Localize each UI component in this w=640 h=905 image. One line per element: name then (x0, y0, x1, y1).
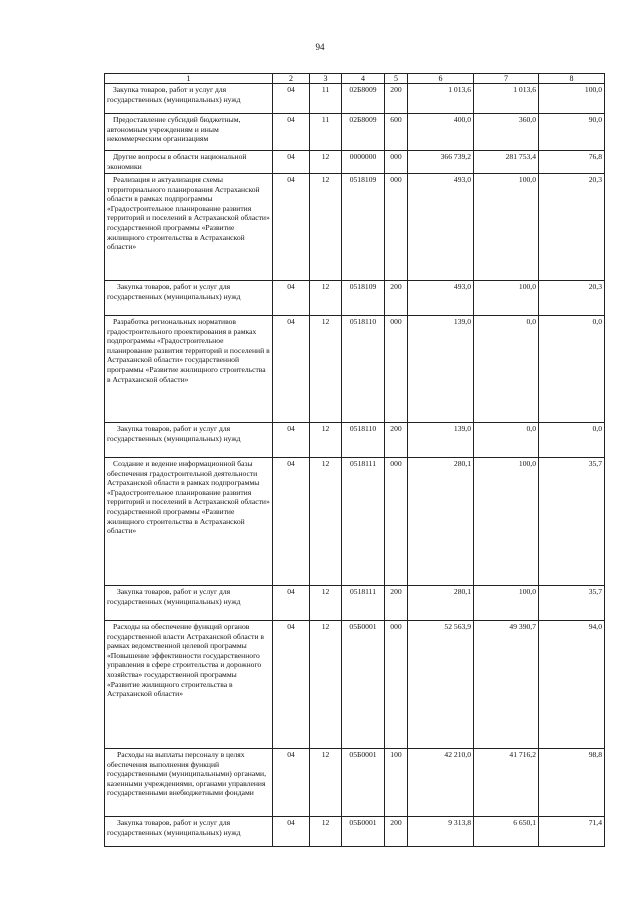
subsection-code: 12 (310, 423, 342, 458)
header-cell: 2 (273, 74, 310, 84)
target-article-code: 02Б8009 (342, 84, 385, 114)
executed-amount: 41 716,2 (474, 749, 539, 817)
table-row (105, 316, 605, 423)
execution-percent: 0,0 (539, 316, 605, 423)
row-name: Расходы на выплаты персоналу в целях обеспечения выполнения функций государственными (муниципальными) органами, казенными учреждениями, органами управления государственными внебюджетными фондами (105, 749, 273, 817)
target-article-code: 0518110 (342, 423, 385, 458)
row-name: Закупка товаров, работ и услуг для государственных (муниципальных) нужд (105, 84, 273, 114)
subsection-code: 12 (310, 621, 342, 749)
target-article-code: 0518110 (342, 316, 385, 423)
table-row (105, 458, 605, 586)
expense-type-code: 200 (385, 84, 408, 114)
table-row (105, 84, 605, 114)
header-cell: 5 (385, 74, 408, 84)
table-row (105, 817, 605, 847)
execution-percent: 90,0 (539, 114, 605, 151)
subsection-code: 12 (310, 151, 342, 174)
execution-percent: 20,3 (539, 281, 605, 316)
approved-amount: 493,0 (408, 174, 474, 281)
executed-amount: 6 650,1 (474, 817, 539, 847)
row-name: Реализация и актуализация схемы территориального планирования Астраханской области в рамках подпрограммы «Градостроительное планирование развития территорий и поселений в Астраханской области» государственной программы «Развитие жилищного строительства в Астраханской области» (105, 174, 273, 281)
section-code: 04 (273, 84, 310, 114)
section-code: 04 (273, 114, 310, 151)
table-row (105, 586, 605, 621)
section-code: 04 (273, 749, 310, 817)
target-article-code: 0000000 (342, 151, 385, 174)
row-name: Закупка товаров, работ и услуг для государственных (муниципальных) нужд (105, 817, 273, 847)
executed-amount: 0,0 (474, 423, 539, 458)
target-article-code: 0518111 (342, 586, 385, 621)
execution-percent: 98,8 (539, 749, 605, 817)
section-code: 04 (273, 423, 310, 458)
execution-percent: 100,0 (539, 84, 605, 114)
header-cell: 7 (474, 74, 539, 84)
target-article-code: 05Б0001 (342, 817, 385, 847)
header-cell: 1 (105, 74, 273, 84)
execution-percent: 35,7 (539, 586, 605, 621)
row-name: Разработка региональных нормативов градостроительного проектирования в рамках подпрограммы «Градостроительное планирование развития территорий и поселений в Астраханской области» государственной программы «Развитие жилищного строительства в Астраханской области» (105, 316, 273, 423)
subsection-code: 12 (310, 458, 342, 586)
executed-amount: 49 390,7 (474, 621, 539, 749)
header-cell: 4 (342, 74, 385, 84)
executed-amount: 100,0 (474, 586, 539, 621)
section-code: 04 (273, 586, 310, 621)
approved-amount: 42 210,0 (408, 749, 474, 817)
table-row (105, 151, 605, 174)
row-name: Расходы на обеспечение функций органов государственной власти Астраханской области в рамках ведомственной целевой программы «Повышение эффективности государственного управления в сфере строительства и дорожного хозяйства» государственной программы «Развитие жилищного строительства в Астраханской области» (105, 621, 273, 749)
row-name: Предоставление субсидий бюджетным, автономным учреждениям и иным некоммерческим организациям (105, 114, 273, 151)
approved-amount: 280,1 (408, 458, 474, 586)
table-row (105, 749, 605, 817)
approved-amount: 139,0 (408, 316, 474, 423)
execution-percent: 35,7 (539, 458, 605, 586)
execution-percent: 0,0 (539, 423, 605, 458)
approved-amount: 9 313,8 (408, 817, 474, 847)
subsection-code: 12 (310, 586, 342, 621)
target-article-code: 02Б8009 (342, 114, 385, 151)
expense-type-code: 600 (385, 114, 408, 151)
table-header-row (105, 74, 605, 84)
executed-amount: 100,0 (474, 458, 539, 586)
expense-type-code: 100 (385, 749, 408, 817)
approved-amount: 52 563,9 (408, 621, 474, 749)
execution-percent: 20,3 (539, 174, 605, 281)
subsection-code: 12 (310, 749, 342, 817)
executed-amount: 1 013,6 (474, 84, 539, 114)
table-row (105, 621, 605, 749)
table-row (105, 174, 605, 281)
row-name: Создание и ведение информационной базы обеспечения градостроительной деятельности Астраханской области в рамках подпрограммы «Градостроительное планирование развития территорий и поселений в Астраханской области» государственной программы «Развитие жилищного строительства в Астраханской области» (105, 458, 273, 586)
row-name: Другие вопросы в области национальной экономики (105, 151, 273, 174)
executed-amount: 281 753,4 (474, 151, 539, 174)
execution-percent: 71,4 (539, 817, 605, 847)
section-code: 04 (273, 458, 310, 586)
header-cell: 6 (408, 74, 474, 84)
expense-type-code: 200 (385, 817, 408, 847)
executed-amount: 100,0 (474, 174, 539, 281)
target-article-code: 0518111 (342, 458, 385, 586)
table-row (105, 114, 605, 151)
execution-percent: 76,8 (539, 151, 605, 174)
subsection-code: 12 (310, 316, 342, 423)
subsection-code: 12 (310, 174, 342, 281)
subsection-code: 12 (310, 817, 342, 847)
section-code: 04 (273, 621, 310, 749)
section-code: 04 (273, 174, 310, 281)
expense-type-code: 200 (385, 423, 408, 458)
executed-amount: 0,0 (474, 316, 539, 423)
approved-amount: 280,1 (408, 586, 474, 621)
execution-percent: 94,0 (539, 621, 605, 749)
target-article-code: 05Б0001 (342, 621, 385, 749)
target-article-code: 0518109 (342, 281, 385, 316)
expense-type-code: 200 (385, 281, 408, 316)
approved-amount: 400,0 (408, 114, 474, 151)
header-cell: 3 (310, 74, 342, 84)
expense-type-code: 000 (385, 174, 408, 281)
executed-amount: 100,0 (474, 281, 539, 316)
row-name: Закупка товаров, работ и услуг для государственных (муниципальных) нужд (105, 281, 273, 316)
section-code: 04 (273, 281, 310, 316)
row-name: Закупка товаров, работ и услуг для государственных (муниципальных) нужд (105, 423, 273, 458)
executed-amount: 360,0 (474, 114, 539, 151)
expense-type-code: 200 (385, 586, 408, 621)
section-code: 04 (273, 316, 310, 423)
approved-amount: 1 013,6 (408, 84, 474, 114)
header-cell: 8 (539, 74, 605, 84)
approved-amount: 493,0 (408, 281, 474, 316)
table-body (105, 74, 605, 847)
expense-type-code: 000 (385, 316, 408, 423)
table-row (105, 423, 605, 458)
expense-type-code: 000 (385, 458, 408, 586)
subsection-code: 12 (310, 281, 342, 316)
budget-table (104, 73, 605, 847)
subsection-code: 11 (310, 84, 342, 114)
expense-type-code: 000 (385, 621, 408, 749)
target-article-code: 0518109 (342, 174, 385, 281)
subsection-code: 11 (310, 114, 342, 151)
row-name: Закупка товаров, работ и услуг для государственных (муниципальных) нужд (105, 586, 273, 621)
target-article-code: 05Б0001 (342, 749, 385, 817)
section-code: 04 (273, 151, 310, 174)
approved-amount: 366 739,2 (408, 151, 474, 174)
approved-amount: 139,0 (408, 423, 474, 458)
table-row (105, 281, 605, 316)
section-code: 04 (273, 817, 310, 847)
page-number: 94 (315, 42, 325, 52)
expense-type-code: 000 (385, 151, 408, 174)
